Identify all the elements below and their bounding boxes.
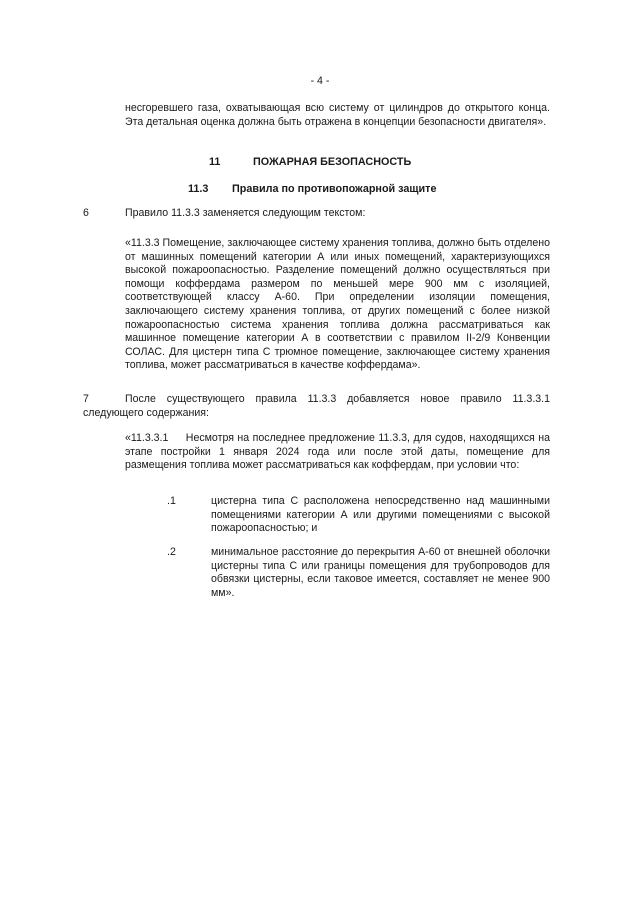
intro-paragraph: несгоревшего газа, охватывающая всю систему от цилиндров до открытого конца. Эта детальная оценка должна быть отражена в концепции безопасности двигателя». xyxy=(125,102,550,128)
section-number: 11 xyxy=(209,156,221,168)
list-item-text: минимальное расстояние до перекрытия А-60 от внешней оболочки цистерны типа С или границы помещения для трубопроводов для обвязки цистерны, если таковое имеется, составляет не менее 900 мм». xyxy=(211,546,550,599)
section-title: ПОЖАРНАЯ БЕЗОПАСНОСТЬ xyxy=(253,156,412,168)
list-item-number: .2 xyxy=(167,546,176,558)
quoted-rule-text: «11.3.3.1 Несмотря на последнее предложение 11.3.3, для судов, находящихся на этапе постройки 1 января 2024 года или после этой даты, помещение для размещения топлива может рассматриваться как коффердам, при условии что: xyxy=(125,432,553,472)
list-item-number: .1 xyxy=(167,495,176,507)
subsection-number: 11.3 xyxy=(188,183,209,195)
paragraph-text: После существующего правила 11.3.3 добавляется новое правило 11.3.3.1 следующего содержания: xyxy=(83,393,550,419)
quoted-rule-text: «11.3.3 Помещение, заключающее систему хранения топлива, должно быть отделено от машинных помещений категории А или иных помещений, характеризующихся высокой пожароопасностью. Разделение помещений должно осуществляться при помощи коффердама размером по меньшей мере 900 мм с изоляцией, соответствующей классу А-60. При определении изоляции помещения, заключающего систему хранения топлива, от других помещений с более низкой пожароопасностью система хранения топлива должна рассматриваться как машинное помещение категории А в соответствии с правилом II-2/9 Конвенции СОЛАС. Для цистерн типа С трюмное помещение, заключающее систему хранения топлива, может рассматриваться в качестве коффердама». xyxy=(125,237,550,372)
paragraph-number: 6 xyxy=(83,207,89,219)
list-item-text: цистерна типа С расположена непосредственно над машинными помещениями категории А или другими помещениями с высокой пожароопасностью; и xyxy=(211,495,550,535)
page-number: - 4 - xyxy=(310,75,330,87)
paragraph-number: 7 xyxy=(83,393,89,405)
subsection-title: Правила по противопожарной защите xyxy=(232,183,437,195)
paragraph-text: Правило 11.3.3 заменяется следующим текстом: xyxy=(125,207,366,219)
